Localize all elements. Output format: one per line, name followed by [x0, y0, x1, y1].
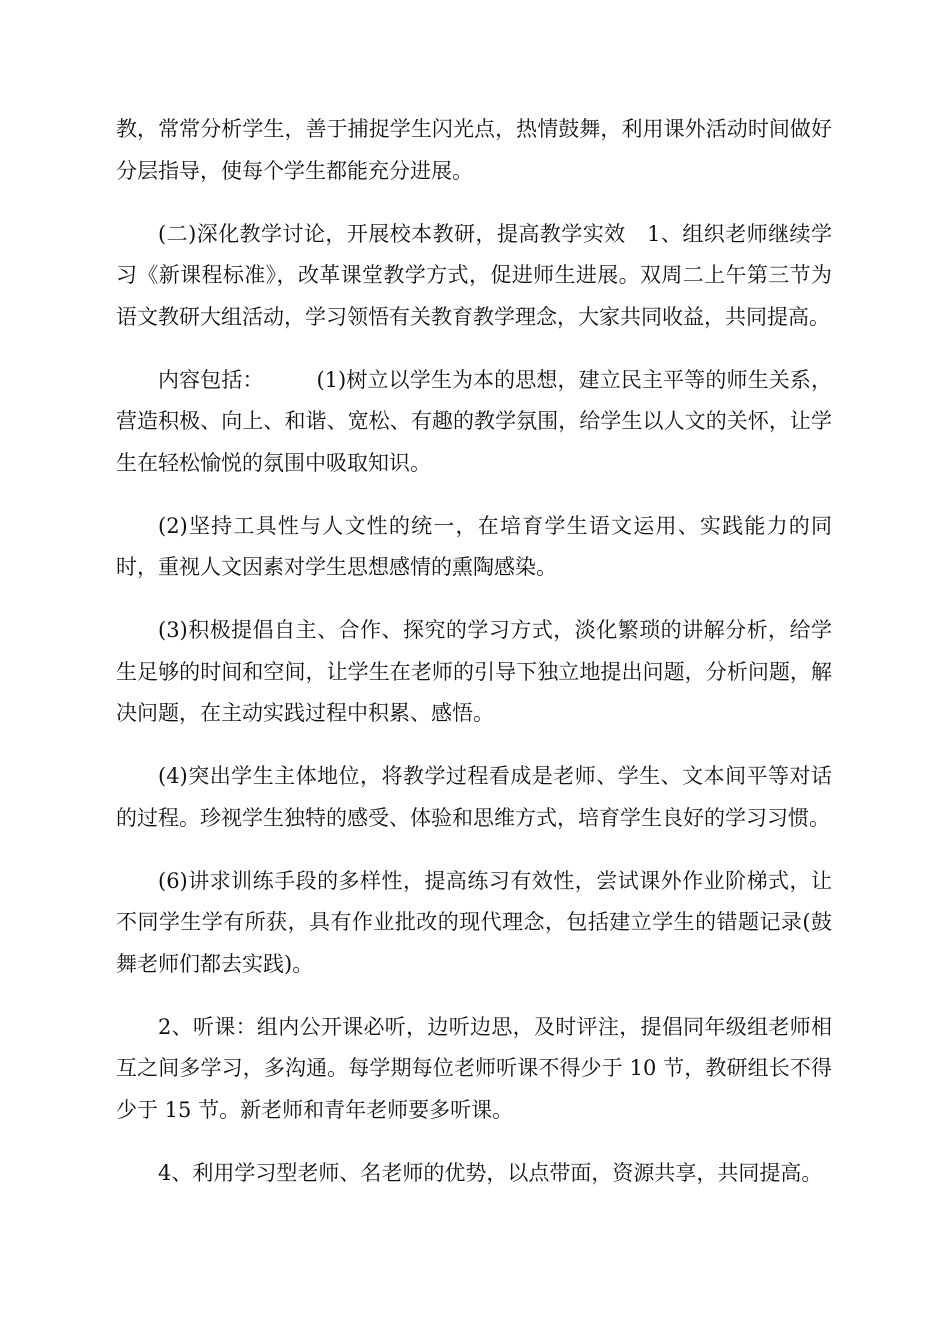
paragraph-resources: 4、利用学习型老师、名老师的优势，以点带面，资源共享，共同提高。 — [158, 1160, 823, 1185]
paragraph-listening: 2、听课：组内公开课必听，边听边思，及时评注，提倡同年级组老师相互之间多学习，多沟通。每学期每位老师听课不得少于 10 节，教研组长不得少于 15 节。新老师和青年老师要多听课。 — [116, 1014, 832, 1122]
paragraph-content-includes: 内容包括： (1)树立以学生为本的思想，建立民主平等的师生关系，营造积极、向上、和谐、宽松、有趣的教学氛围，给学生以人文的关怀，让学生在轻松愉悦的氛围中吸取知识。 — [116, 367, 832, 475]
paragraph-section-two: (二)深化教学讨论，开展校本教研，提高教学实效 1、组织老师继续学习《新课程标准》，改革课堂教学方式，促进师生进展。双周二上午第三节为语文教研大组活动，学习领悟有关教育教学理念，大家共同收益，共同提高。 — [116, 221, 832, 329]
paragraph-item-3: (3)积极提倡自主、合作、探究的学习方式，淡化繁琐的讲解分析，给学生足够的时间和空间，让学生在老师的引导下独立地提出问题，分析问题，解决问题，在主动实践过程中积累、感悟。 — [116, 618, 832, 725]
paragraph-item-2: (2)坚持工具性与人文性的统一，在培育学生语文运用、实践能力的同时，重视人文因素对学生思想感情的熏陶感染。 — [116, 513, 832, 579]
paragraph-continuation: 教，常常分析学生，善于捕捉学生闪光点，热情鼓舞，利用课外活动时间做好分层指导，使每个学生都能充分进展。 — [116, 117, 832, 183]
document-body — [116, 109, 832, 1216]
paragraph-item-6: (6)讲求训练手段的多样性，提高练习有效性，尝试课外作业阶梯式，让不同学生学有所获，具有作业批改的现代理念，包括建立学生的错题记录(鼓舞老师们都去实践)。 — [116, 868, 832, 976]
paragraph-item-4: (4)突出学生主体地位，将教学过程看成是老师、学生、文本间平等对话的过程。珍视学生独特的感受、体验和思维方式，培育学生良好的学习习惯。 — [116, 764, 832, 830]
